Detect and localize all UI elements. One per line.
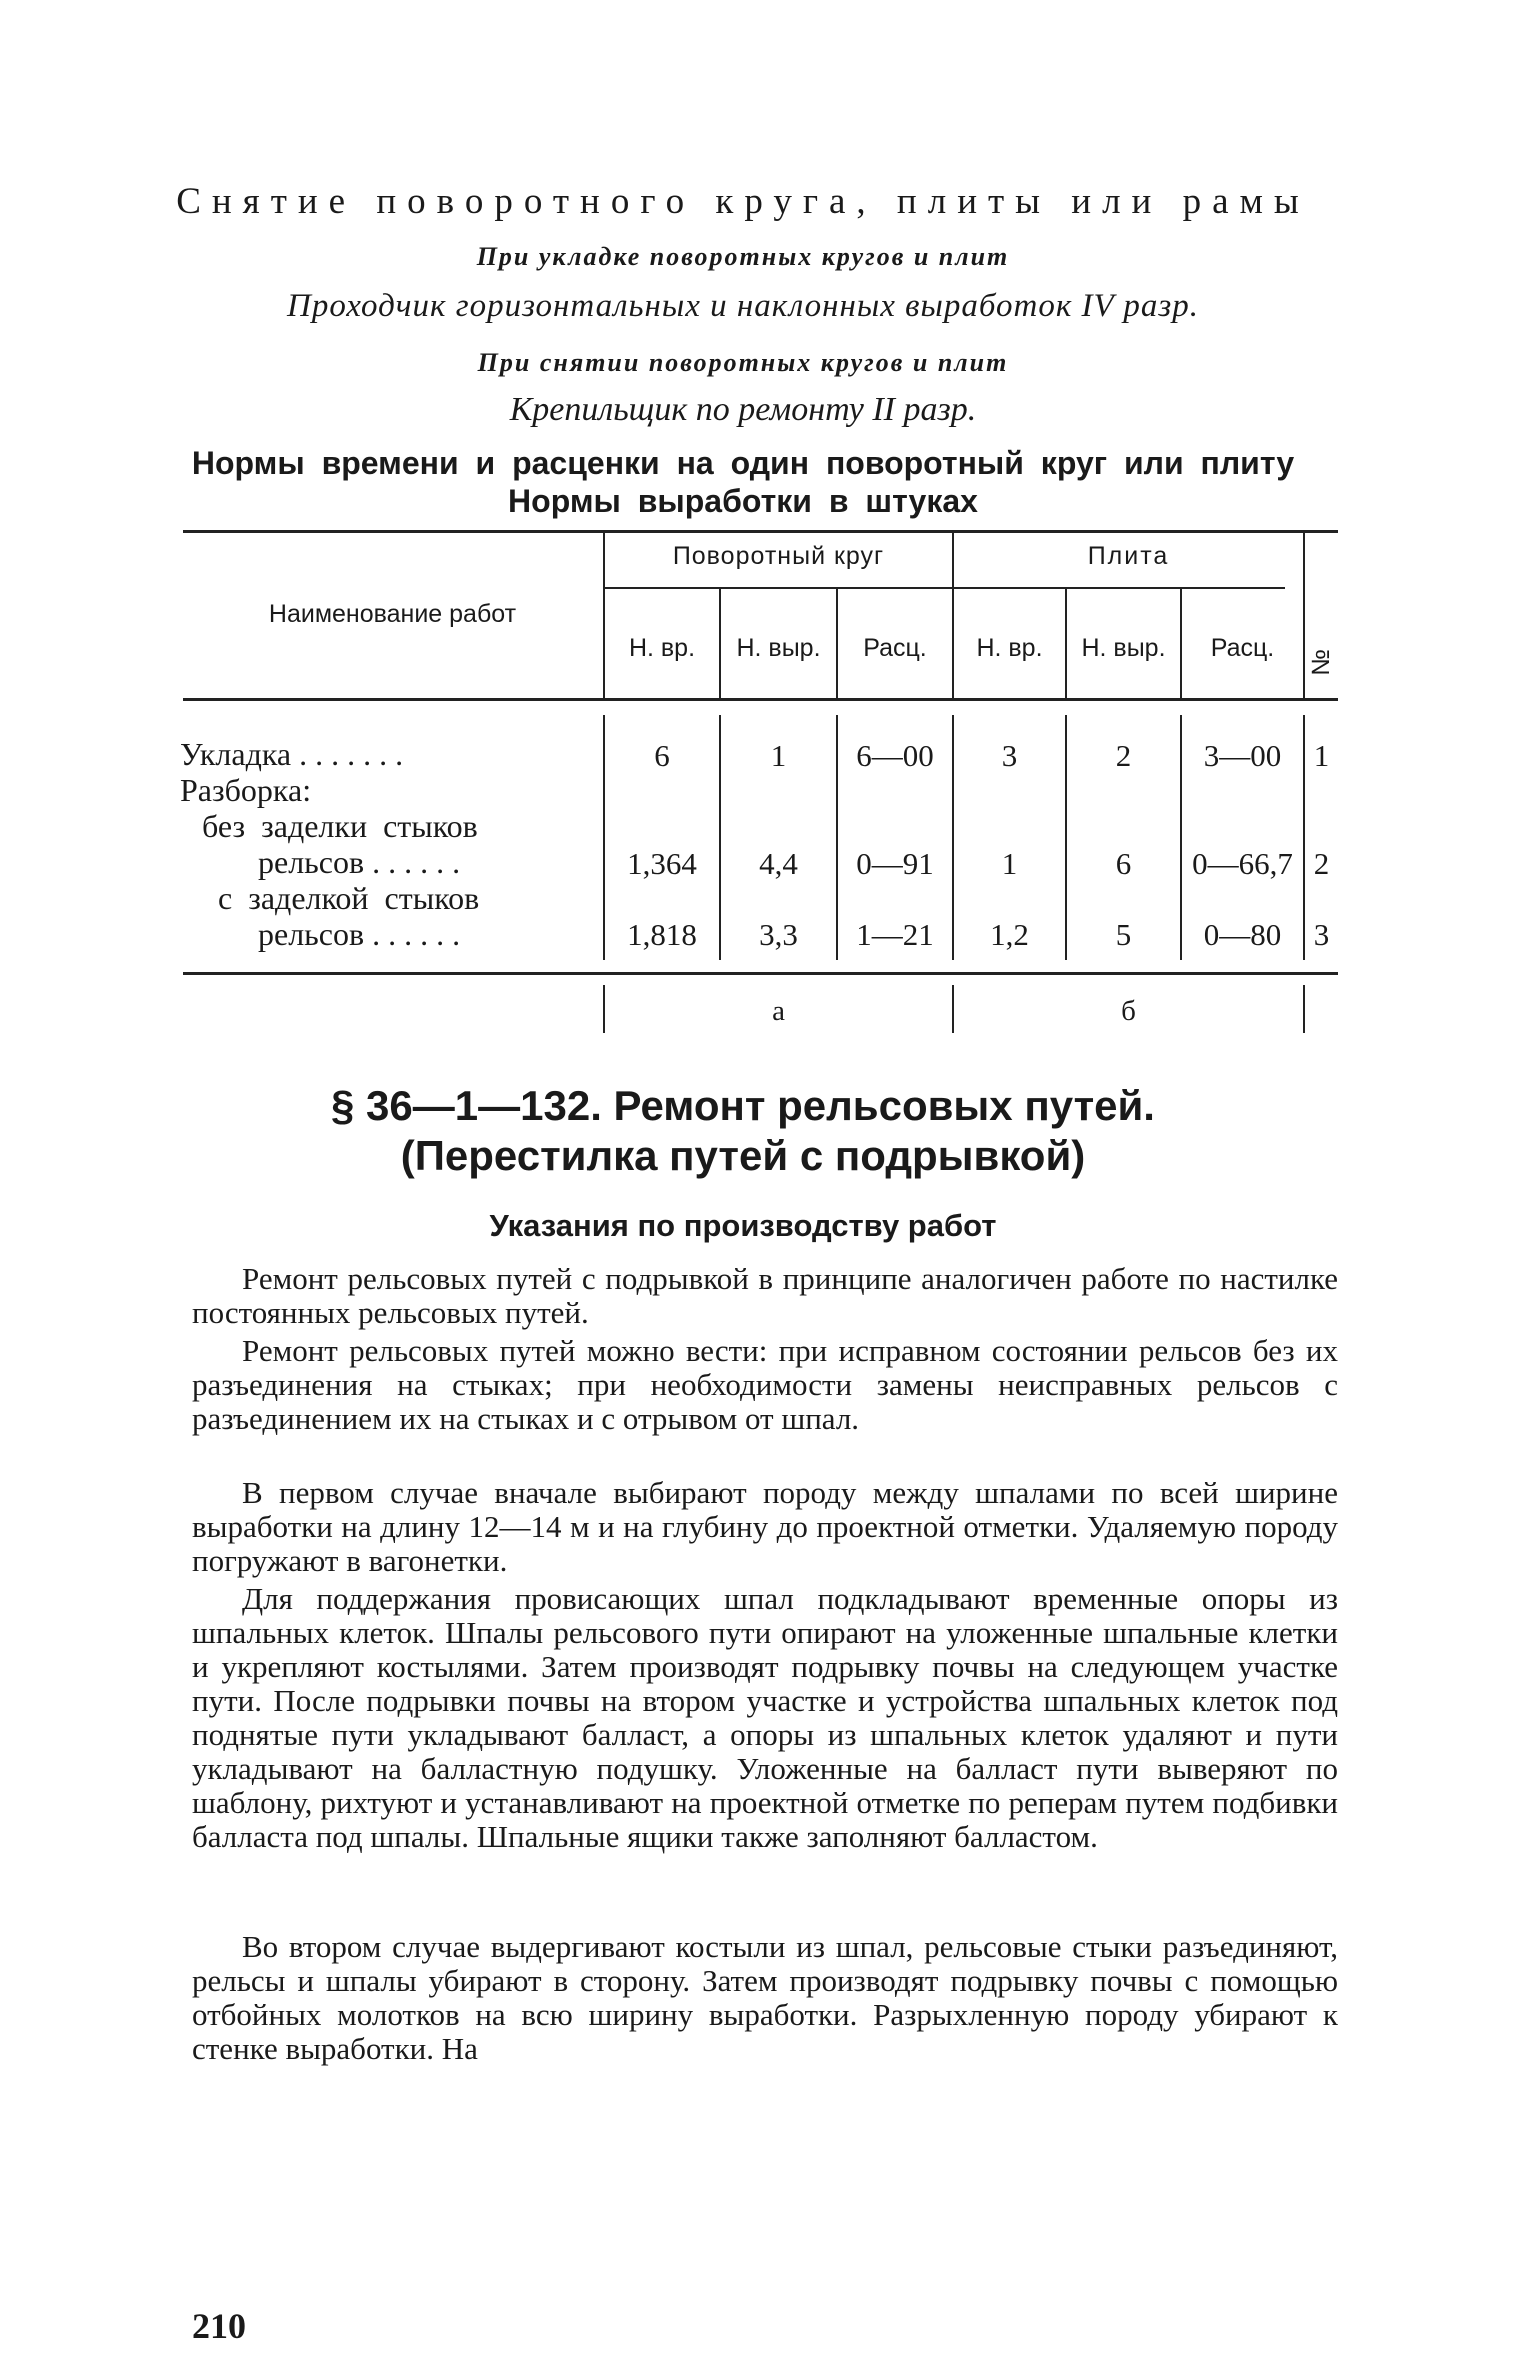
table-cell: 3—00 [1203, 738, 1282, 773]
table-cell: 6 [1115, 846, 1132, 881]
footer-label-b: б [1121, 995, 1136, 1027]
table-cell: 1,364 [627, 846, 697, 881]
group-a-header: Поворотный круг [672, 542, 885, 570]
table-cell: 1 [1001, 846, 1018, 881]
sub-header-rasc: Расц. [1210, 634, 1275, 662]
row-label: рельсов . . . . . . [258, 916, 461, 952]
paragraph-heading-2: (Перестилка путей с подрывкой) [400, 1132, 1086, 1179]
row-label: Укладка . . . . . . . [180, 736, 404, 772]
worker-category-1: Проходчик горизонтальных и наклонных выработок IV разр. [287, 288, 1199, 324]
table-cell: 0—66,7 [1192, 846, 1293, 881]
removal-note: При снятии поворотных кругов и плит [477, 348, 1009, 377]
col-name-header: Наименование работ [268, 600, 517, 628]
instructions-subtitle: Указания по производству работ [489, 1208, 997, 1243]
sub-header-nvyr: Н. выр. [736, 634, 821, 662]
norms-caption-2: Нормы выработки в штуках [508, 483, 978, 519]
table-cell: 6—00 [856, 738, 934, 773]
row-label: без заделки стыков [202, 808, 478, 844]
table-cell: 3,3 [759, 917, 798, 952]
table-cell: 5 [1115, 917, 1132, 952]
laying-note: При укладке поворотных кругов и плит [476, 242, 1010, 271]
table-bottom-rule [183, 972, 1338, 975]
norms-caption: Нормы времени и расценки на один поворотный круг или плиту [191, 445, 1295, 481]
body-paragraph: Ремонт рельсовых путей можно вести: при исправном состоянии рельсов без их разъединения на стыках; при необходимости замены неисправных рельсов с разъединением их на стыках и с отрывом от шпал. [192, 1333, 1338, 1436]
group-header-rule [605, 587, 1285, 589]
section-title: Снятие поворотного круга, плиты или рамы [176, 181, 1310, 222]
sub-header-rasc: Расц. [863, 634, 927, 662]
table-cell: 6 [654, 738, 670, 773]
table-cell: 1 [770, 738, 787, 773]
footer-label-a: а [772, 995, 785, 1027]
row-label: рельсов . . . . . . [258, 844, 461, 880]
table-cell: 4,4 [759, 846, 798, 881]
body-paragraph: В первом случае вначале выбирают породу между шпалами по всей ширине выработки на длину 12—14 м и на глубину до проектной отметки. Удаляемую породу погружают в вагонетки. [192, 1475, 1338, 1578]
vrule [1303, 985, 1305, 1033]
col-no-header: № [1307, 649, 1335, 676]
table-top-rule [183, 530, 1338, 533]
table-cell: 1,818 [627, 917, 697, 952]
sub-header-nvyr: Н. выр. [1081, 634, 1166, 662]
table-cell: 3 [1313, 917, 1330, 952]
table-cell: 2 [1313, 846, 1330, 881]
sub-header-nvr: Н. вр. [976, 634, 1043, 662]
body-paragraph: Во втором случае выдергивают костыли из шпал, рельсовые стыки разъединяют, рельсы и шпалы убирают в сторону. Затем производят подрывку почвы с помощью отбойных молотков на всю ширину выработки. Разрыхленную породу убирают к стенке выработки. На [192, 1929, 1338, 2066]
group-b-header: Плита [1087, 542, 1170, 570]
header-bottom-rule [183, 698, 1338, 701]
body-paragraph: Ремонт рельсовых путей с подрывкой в принципе аналогичен работе по настилке постоянных рельсовых путей. [192, 1261, 1338, 1330]
sub-header-nvr: Н. вр. [628, 634, 696, 662]
table-cell: 1—21 [856, 917, 934, 952]
row-label: с заделкой стыков [218, 880, 480, 916]
worker-category-2: Крепильщик по ремонту II разр. [509, 391, 977, 428]
page-number: 210 [192, 2306, 246, 2346]
table-cell: 0—91 [856, 846, 934, 881]
row-label: Разборка: [180, 772, 312, 808]
table-cell: 1 [1313, 738, 1330, 773]
body-paragraph: Для поддержания провисающих шпал подкладывают временные опоры из шпальных клеток. Шпалы рельсового пути опирают на уложенные шпальные клетки и укрепляют костылями. Затем производят подрывку почвы на следующем участке пути. После подрывки почвы на втором участке и устройства шпальных клеток под поднятые пути укладывают балласт, а опоры из шпальных клеток удаляют и пути укладывают на балластную подушку. Уложенные на балласт пути выверяют по шаблону, рихтуют и устанавливают на проектной отметке по реперам путем подбивки балласта под шпалы. Шпальные ящики также заполняют балластом. [192, 1581, 1338, 1854]
paragraph-heading: § 36—1—132. Ремонт рельсовых путей. [331, 1082, 1155, 1129]
vrule [1303, 532, 1305, 700]
table-cell: 1,2 [990, 917, 1029, 952]
table-cell: 2 [1115, 738, 1132, 773]
table-cell: 0—80 [1203, 917, 1282, 952]
table-cell: 3 [1001, 738, 1018, 773]
